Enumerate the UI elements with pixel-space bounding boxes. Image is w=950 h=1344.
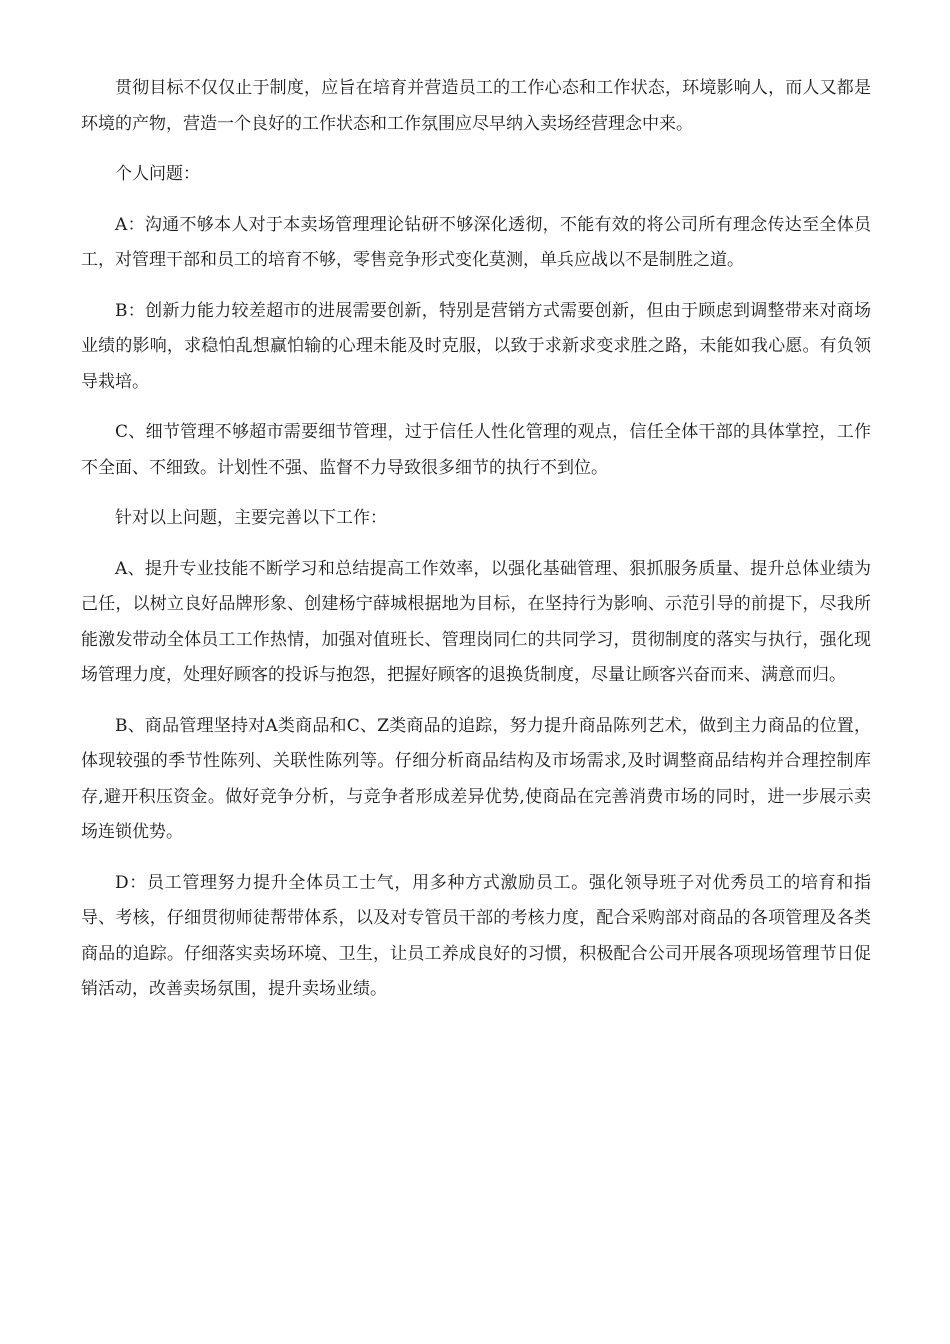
improvement-b-paragraph: B、商品管理坚持对A类商品和C、Z类商品的追踪，努力提升商品陈列艺术，做到主力商品的位置，体现较强的季节性陈列、关联性陈列等。仔细分析商品结构及市场需求,及时调整商品结构并合理控制库存,避开积压资金。做好竞争分析，与竞争者形成差异优势,使商品在完善消费市场的同时，进一步展示卖场连锁优势。 (81, 715, 871, 842)
document-body (81, 71, 871, 1023)
section-heading-personal-issues: 个人问题： (115, 164, 200, 184)
issue-c-paragraph: C、细节管理不够超市需要细节管理，过于信任人性化管理的观点，信任全体干部的具体掌控，工作不全面、不细致。计划性不强、监督不力导致很多细节的执行不到位。 (81, 422, 871, 478)
issue-a-paragraph: A：沟通不够本人对于本卖场管理理论钻研不够深化透彻，不能有效的将公司所有理念传达至全体员工，对管理干部和员工的培育不够，零售竞争形式变化莫测，单兵应战以不是制胜之道。 (81, 214, 871, 270)
section-heading-improvements: 针对以上问题，主要完善以下工作： (115, 508, 387, 528)
improvement-d-paragraph: D：员工管理努力提升全体员工士气，用多种方式激励员工。强化领导班子对优秀员工的培育和指导、考核，仔细贯彻师徒帮带体系，以及对专管员干部的考核力度，配合采购部对商品的各项管理及各类商品的追踪。仔细落实卖场环境、卫生，让员工养成良好的习惯，积极配合公司开展各项现场管理节日促销活动，改善卖场氛围，提升卖场业绩。 (81, 872, 871, 999)
intro-paragraph: 贯彻目标不仅仅止于制度，应旨在培育并营造员工的工作心态和工作状态，环境影响人，而人又都是环境的产物，营造一个良好的工作状态和工作氛围应尽早纳入卖场经营理念中来。 (81, 78, 871, 134)
issue-b-paragraph: B：创新力能力较差超市的进展需要创新，特别是营销方式需要创新，但由于顾虑到调整带来对商场业绩的影响，求稳怕乱想赢怕输的心理未能及时克服，以致于求新求变求胜之路，未能如我心愿。有负领导栽培。 (81, 300, 871, 392)
improvement-a-paragraph: A、提升专业技能不断学习和总结提高工作效率，以强化基础管理、狠抓服务质量、提升总体业绩为己任，以树立良好品牌形象、创建杨宁薛城根据地为目标，在坚持行为影响、示范引导的前提下，尽我所能激发带动全体员工工作热情，加强对值班长、管理岗同仁的共同学习，贯彻制度的落实与执行，强化现场管理力度，处理好顾客的投诉与抱怨，把握好顾客的退换货制度，尽量让顾客兴奋而来、满意而归。 (81, 558, 871, 685)
